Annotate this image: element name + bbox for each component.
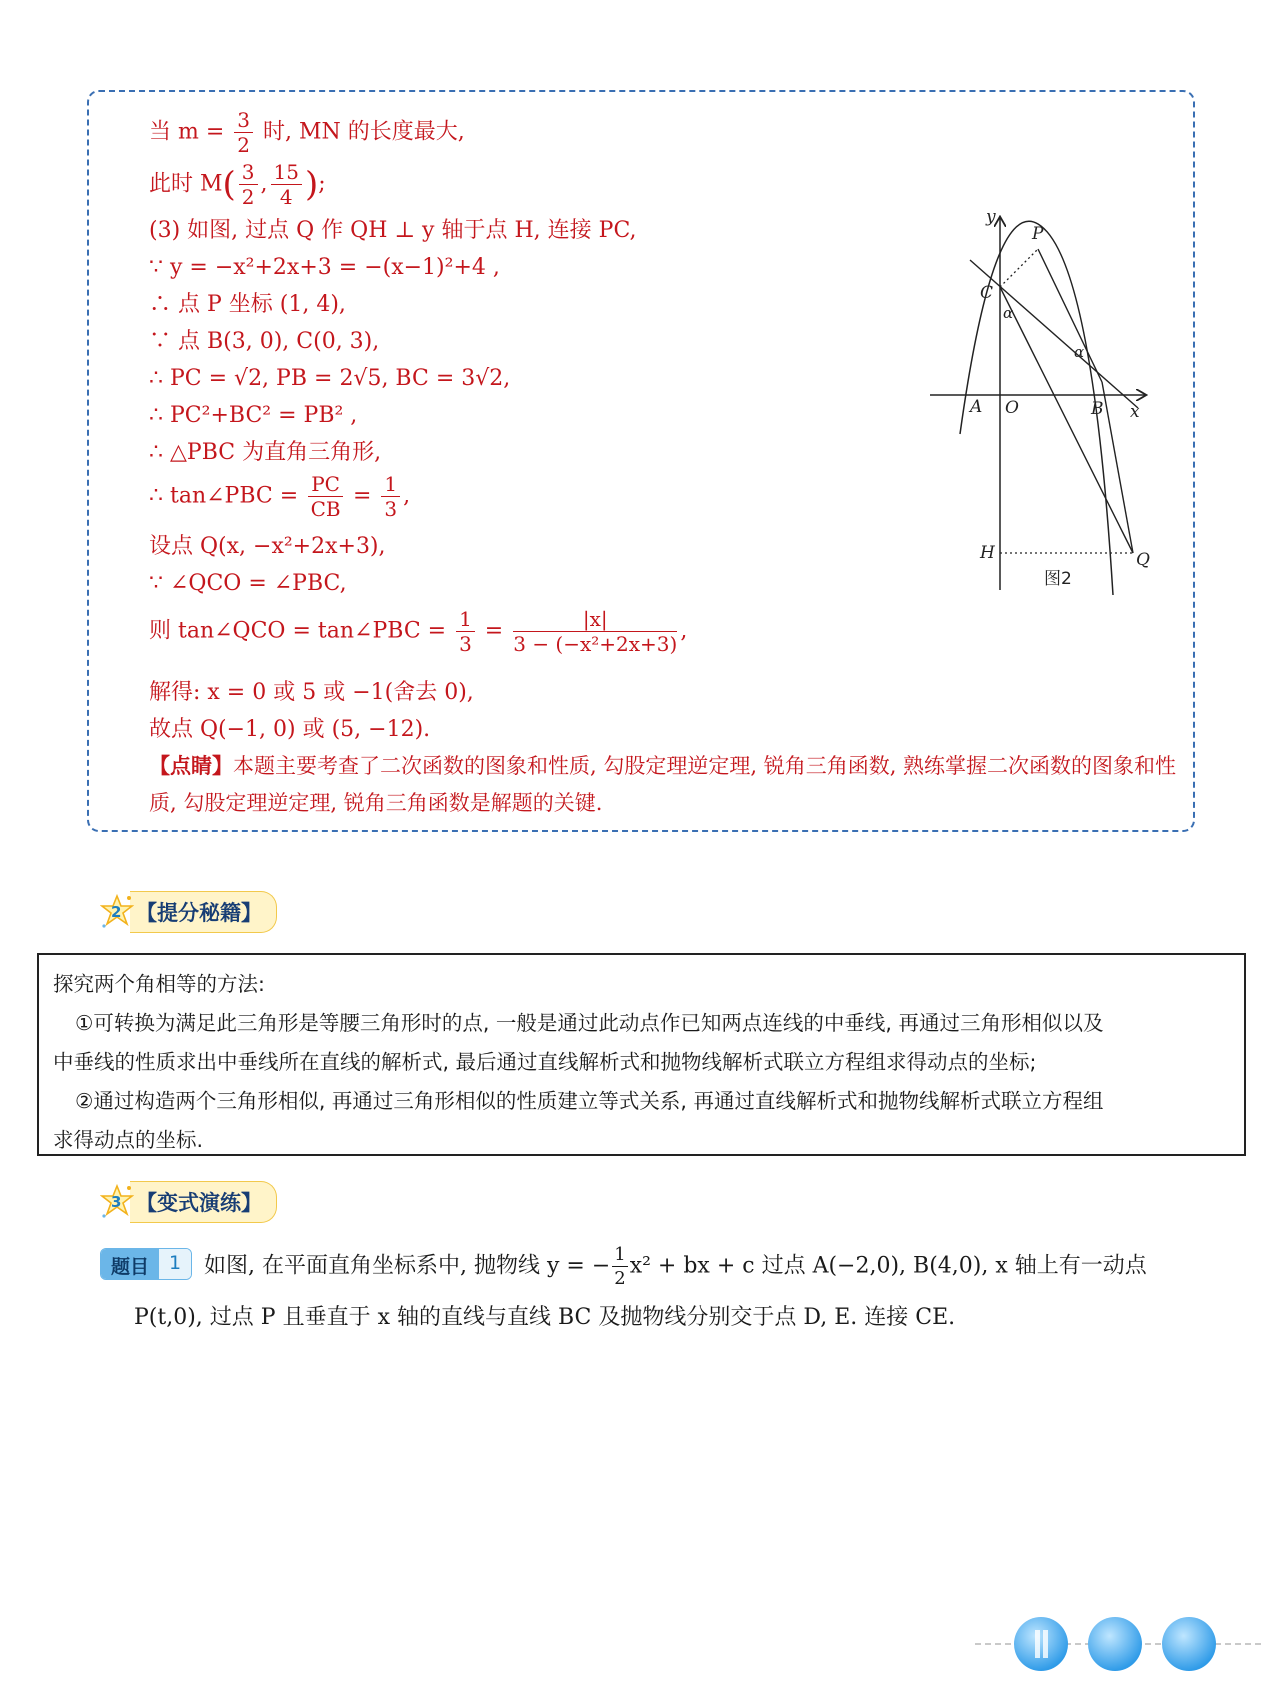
dianjing-text: 本题主要考查了二次函数的图象和性质, 勾股定理逆定理, 锐角三角函数, 熟练掌握二次函数的图象和性质, 勾股定理逆定理, 锐角三角函数是解题的关键. xyxy=(149,754,1177,815)
parabola-figure xyxy=(930,210,1155,595)
section-title-practice: 【变式演练】 xyxy=(130,1181,277,1223)
label-x: x xyxy=(1130,402,1140,422)
tips-line-5: 求得动点的坐标. xyxy=(53,1128,204,1152)
label-q: Q xyxy=(1136,550,1150,570)
solution-line-15: 故点 Q(−1, 0) 或 (5, −12). xyxy=(149,717,431,742)
solution-line-3: (3) 如图, 过点 Q 作 QH ⊥ y 轴于点 H, 连接 PC, xyxy=(149,218,637,243)
label-h: H xyxy=(980,543,995,563)
figure-caption: 图2 xyxy=(1044,569,1072,589)
solution-line-13: 则 tan∠QCO = tan∠PBC = $\frac{1}{3}$ = $\frac{|x|}{\text{3 − (−x²+2x+3)}}$ , xyxy=(149,607,688,656)
solution-line-4: ∵ y = −x²+2x+3 = −(x−1)²+4 , xyxy=(149,255,500,280)
tips-line-1: 探究两个角相等的方法: xyxy=(53,972,265,996)
label-c: C xyxy=(980,283,994,303)
page-ornament-icon xyxy=(975,1612,1265,1676)
exercise-tag-label: 题目 xyxy=(101,1249,159,1279)
line-cq xyxy=(1000,287,1133,553)
label-alpha-c: α xyxy=(1003,304,1014,322)
label-o: O xyxy=(1005,398,1019,418)
tips-line-4: ②通过构造两个三角形相似, 再通过三角形相似的性质建立等式关系, 再通过直线解析式和抛物线解析式联立方程组 xyxy=(75,1089,1104,1113)
solution-line-9: ∴ △PBC 为直角三角形, xyxy=(149,440,382,465)
dianjing-note xyxy=(149,747,1179,822)
label-y: y xyxy=(986,210,996,227)
exercise-tag xyxy=(100,1248,192,1280)
figure-svg xyxy=(930,210,1155,595)
dianjing-tag: 【点睛】 xyxy=(149,753,233,778)
line-pc xyxy=(1000,249,1038,287)
tips-line-3: 中垂线的性质求出中垂线所在直线的解析式, 最后通过直线解析式和抛物线解析式联立方程组求得动点的坐标; xyxy=(53,1050,1037,1074)
exercise-line-2: P(t,0), 过点 P 且垂直于 x 轴的直线与直线 BC 及抛物线分别交于点 D, E. 连接 CE. xyxy=(134,1305,956,1330)
solution-line-12: ∵ ∠QCO = ∠PBC, xyxy=(149,571,347,596)
star-badge-icon: 2 xyxy=(100,893,134,931)
exercise-line-1: 如图, 在平面直角坐标系中, 抛物线 y = − $\frac{1}{2}$ x² + bx + c 过点 A(−2,0), B(4,0), x 轴上有一动点 xyxy=(204,1244,1147,1289)
line-bq xyxy=(1102,382,1133,553)
label-p: P xyxy=(1032,224,1044,244)
star-badge-icon: 3 xyxy=(100,1183,134,1221)
solution-line-5: ∴ 点 P 坐标 (1, 4), xyxy=(149,292,346,317)
line-pb xyxy=(1038,249,1102,382)
solution-line-6: ∵ 点 B(3, 0), C(0, 3), xyxy=(149,329,380,354)
section-header-tips xyxy=(100,892,277,932)
tips-box xyxy=(37,953,1246,1156)
section-title-tips: 【提分秘籍】 xyxy=(130,891,277,933)
label-alpha-b: α xyxy=(1074,343,1085,361)
label-a: A xyxy=(970,397,983,417)
tips-line-2: ①可转换为满足此三角形是等腰三角形时的点, 一般是通过此动点作已知两点连线的中垂线, 再通过三角形相似以及 xyxy=(75,1011,1104,1035)
exercise-number: 1 xyxy=(159,1249,191,1279)
solution-line-11: 设点 Q(x, −x²+2x+3), xyxy=(149,534,386,559)
solution-line-1: 当 m = $\frac{3}{2}$ 时, MN 的长度最大, xyxy=(149,108,465,157)
label-b: B xyxy=(1091,399,1104,419)
solution-line-7: ∴ PC = √2, PB = 2√5, BC = 3√2, xyxy=(149,366,511,391)
solution-line-2: 此时 M( $\frac{3}{2}$ , $\frac{15}{4}$ ); xyxy=(149,160,326,209)
section-header-practice xyxy=(100,1182,277,1222)
solution-line-10: ∴ tan∠PBC = $\frac{PC}{CB}$ = $\frac{1}{3}$ , xyxy=(149,472,411,521)
solution-line-8: ∴ PC²+BC² = PB² , xyxy=(149,403,358,428)
solution-line-14: 解得: x = 0 或 5 或 −1(舍去 0), xyxy=(149,680,474,705)
